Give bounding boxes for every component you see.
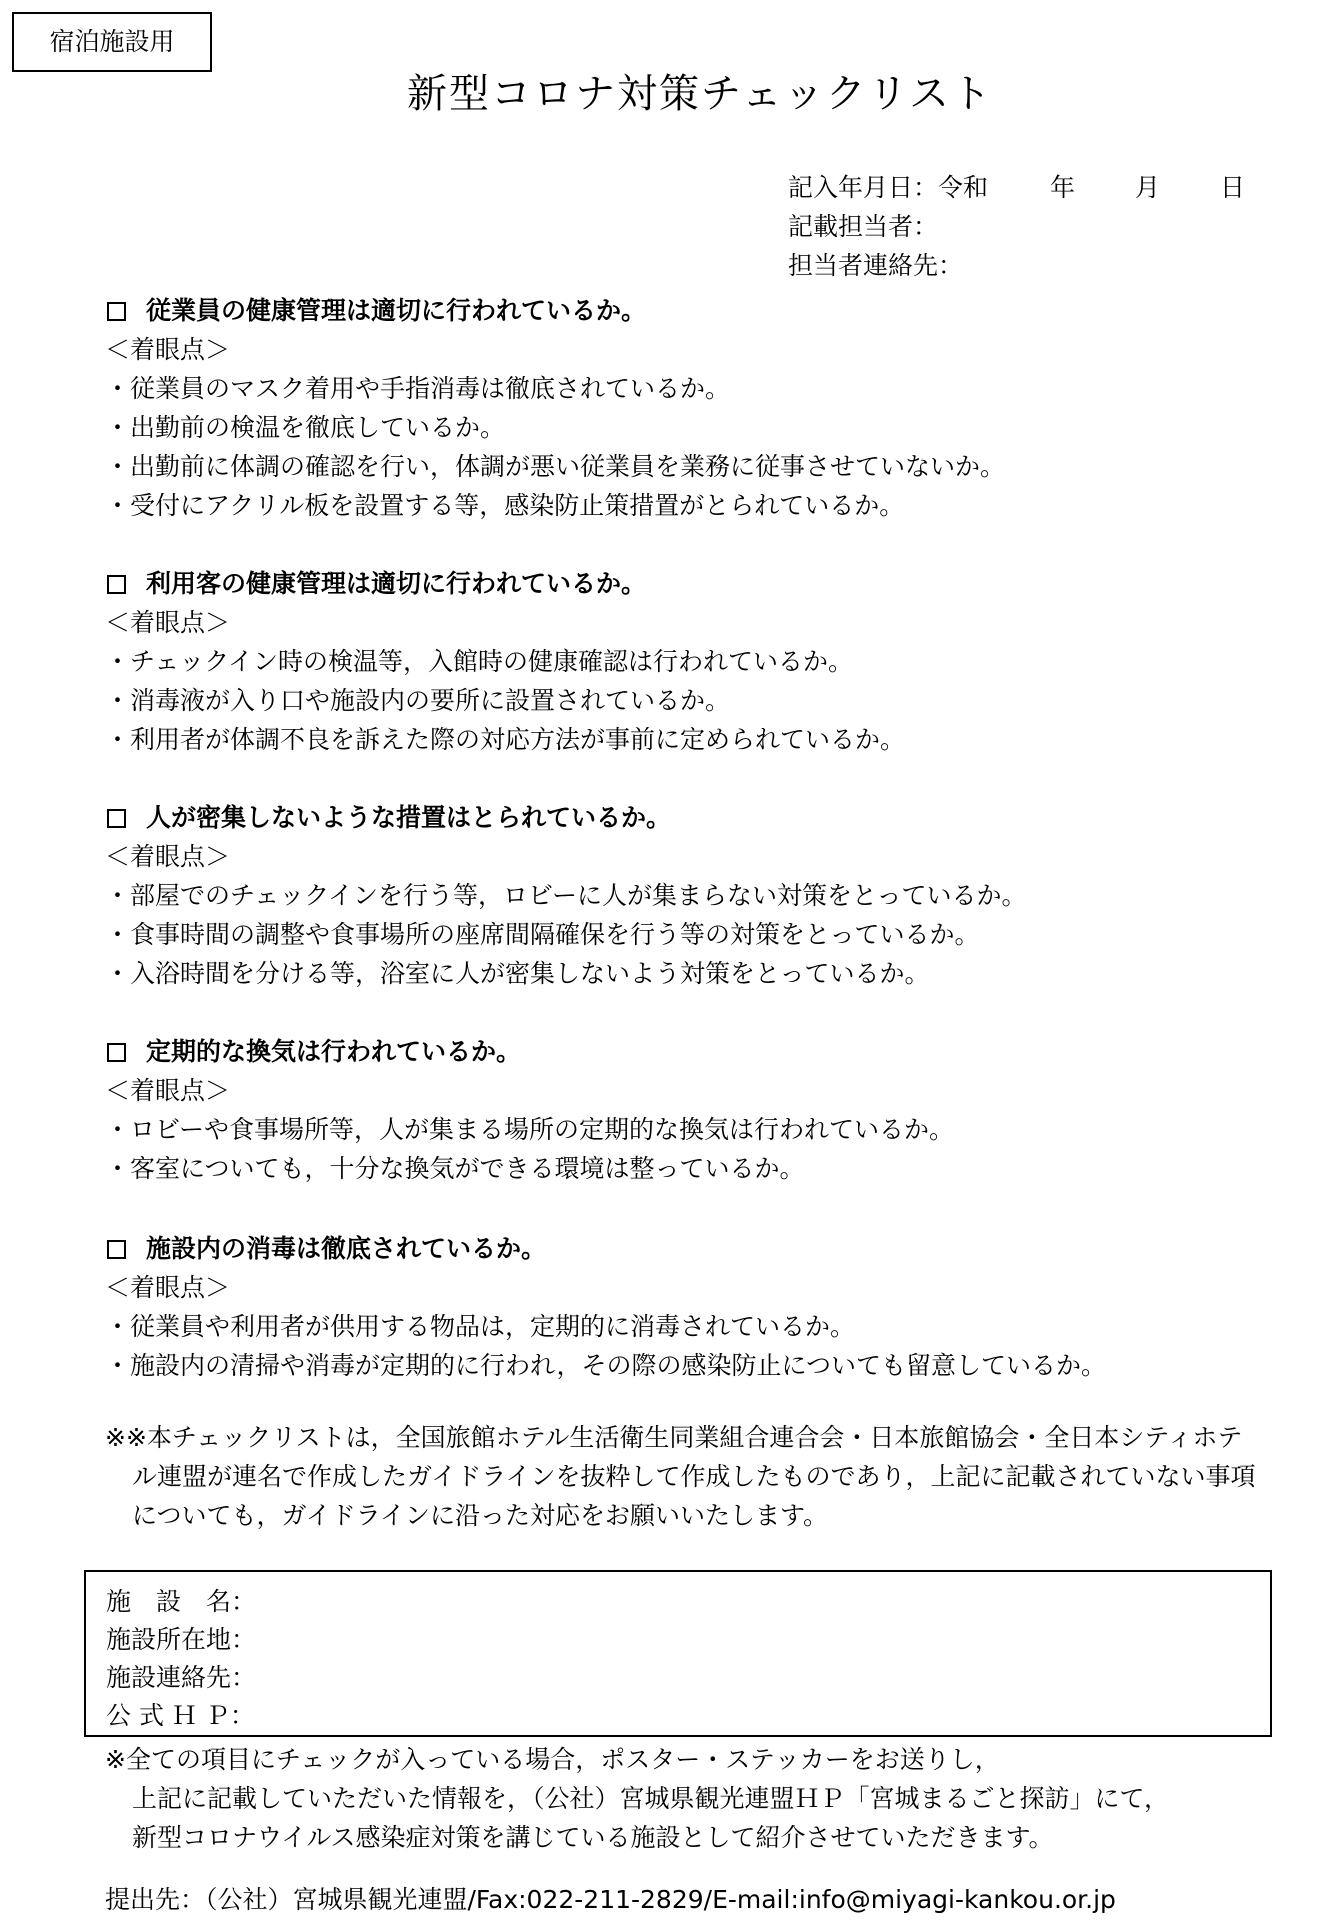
year-label: 年 <box>1050 173 1076 202</box>
page-title: 新型コロナ対策チェックリスト <box>407 71 993 117</box>
section-checkbox[interactable] <box>107 575 126 594</box>
check-item: ・食事時間の調整や食事場所の座席間隔確保を行う等の対策をとっているか。 <box>105 920 980 949</box>
section-heading-text: 施設内の消毒は徹底されているか。 <box>146 1234 547 1263</box>
check-item: ・従業員や利用者が供用する物品は，定期的に消毒されているか。 <box>105 1312 856 1341</box>
points-label: ＜着眼点＞ <box>105 842 231 871</box>
entry-date-label: 記入年月日：令和 <box>788 173 989 202</box>
checklist-section-4 <box>105 1032 1295 1188</box>
checklist-note <box>105 1418 1315 1535</box>
check-item: ・客室についても，十分な換気ができる環境は整っているか。 <box>105 1154 805 1183</box>
points-label: ＜着眼点＞ <box>105 1273 231 1302</box>
checklist-section-5 <box>105 1229 1295 1385</box>
section-checkbox[interactable] <box>107 302 126 321</box>
section-heading <box>105 564 1295 603</box>
document-type-tag: 宿泊施設用 <box>12 12 212 72</box>
facility-address-label: 施設所在地： <box>106 1625 257 1654</box>
section-heading <box>105 1032 1295 1071</box>
checklist-section-1 <box>105 291 1295 525</box>
check-item: ・出勤前に体調の確認を行い，体調が悪い従業員を業務に従事させていないか。 <box>105 452 1006 481</box>
day-label: 日 <box>1220 173 1246 202</box>
check-item: ・出勤前の検温を徹底しているか。 <box>105 413 506 442</box>
check-item: ・受付にアクリル板を設置する等，感染防止策措置がとられているか。 <box>105 491 905 520</box>
points-label: ＜着眼点＞ <box>105 608 231 637</box>
publication-note-line: 上記に記載していただいた情報を，（公社）宮城県観光連盟ＨＰ「宮城まるごと探訪」にて， <box>132 1784 1170 1813</box>
person-in-charge-label: 記載担当者： <box>788 212 939 241</box>
points-label: ＜着眼点＞ <box>105 335 231 364</box>
section-heading-text: 従業員の健康管理は適切に行われているか。 <box>146 296 647 325</box>
check-item: ・施設内の清掃や消毒が定期的に行われ，その際の感染防止についても留意しているか。 <box>105 1351 1107 1380</box>
check-item: ・入浴時間を分ける等，浴室に人が密集しないよう対策をとっているか。 <box>105 959 930 988</box>
facility-contact-label: 施設連絡先： <box>106 1663 257 1692</box>
check-item: ・消毒液が入り口や施設内の要所に設置されているか。 <box>105 686 731 715</box>
submission-destination: 提出先：（公社）宮城県観光連盟/Fax:022-211-2829/E-mail:info@miyagi-kankou.or.jp <box>105 1885 1116 1914</box>
section-heading-text: 定期的な換気は行われているか。 <box>146 1037 522 1066</box>
note-line: ル連盟が連名で作成したガイドラインを抜粋して作成したものであり，上記に記載されていない事項 <box>132 1462 1256 1491</box>
section-heading <box>105 1229 1295 1268</box>
points-label: ＜着眼点＞ <box>105 1076 231 1105</box>
facility-hp-label: 公 式 Ｈ Ｐ： <box>106 1701 255 1730</box>
entry-meta <box>788 168 1245 285</box>
checklist-section-3 <box>105 798 1295 993</box>
entry-date-line <box>788 168 1245 207</box>
section-heading-text: 人が密集しないような措置はとられているか。 <box>146 803 672 832</box>
section-heading <box>105 291 1295 330</box>
publication-note <box>105 1740 1305 1857</box>
check-item: ・従業員のマスク着用や手指消毒は徹底されているか。 <box>105 374 731 403</box>
section-heading <box>105 798 1295 837</box>
contact-label: 担当者連絡先： <box>788 251 964 280</box>
section-checkbox[interactable] <box>107 1043 126 1062</box>
checklist-section-2 <box>105 564 1295 759</box>
note-line: ※※本チェックリストは，全国旅館ホテル生活衛生同業組合連合会・日本旅館協会・全日本シティホテ <box>105 1423 1243 1452</box>
check-item: ・チェックイン時の検温等，入館時の健康確認は行われているか。 <box>105 647 854 676</box>
section-checkbox[interactable] <box>107 809 126 828</box>
check-item: ・部屋でのチェックインを行う等，ロビーに人が集まらない対策をとっているか。 <box>105 881 1027 910</box>
section-checkbox[interactable] <box>107 1240 126 1259</box>
month-label: 月 <box>1135 173 1161 202</box>
facility-name-label: 施 設 名： <box>106 1587 257 1616</box>
check-item: ・利用者が体調不良を訴えた際の対応方法が事前に定められているか。 <box>105 725 906 754</box>
facility-info-box <box>84 1570 1272 1737</box>
section-heading-text: 利用客の健康管理は適切に行われているか。 <box>146 569 647 598</box>
note-line: についても，ガイドラインに沿った対応をお願いいたします。 <box>132 1501 829 1530</box>
check-item: ・ロビーや食事場所等，人が集まる場所の定期的な換気は行われているか。 <box>105 1115 955 1144</box>
publication-note-line: ※全ての項目にチェックが入っている場合，ポスター・ステッカーをお送りし， <box>105 1745 1000 1774</box>
publication-note-line: 新型コロナウイルス感染症対策を講じている施設として紹介させていただきます。 <box>132 1823 1054 1852</box>
